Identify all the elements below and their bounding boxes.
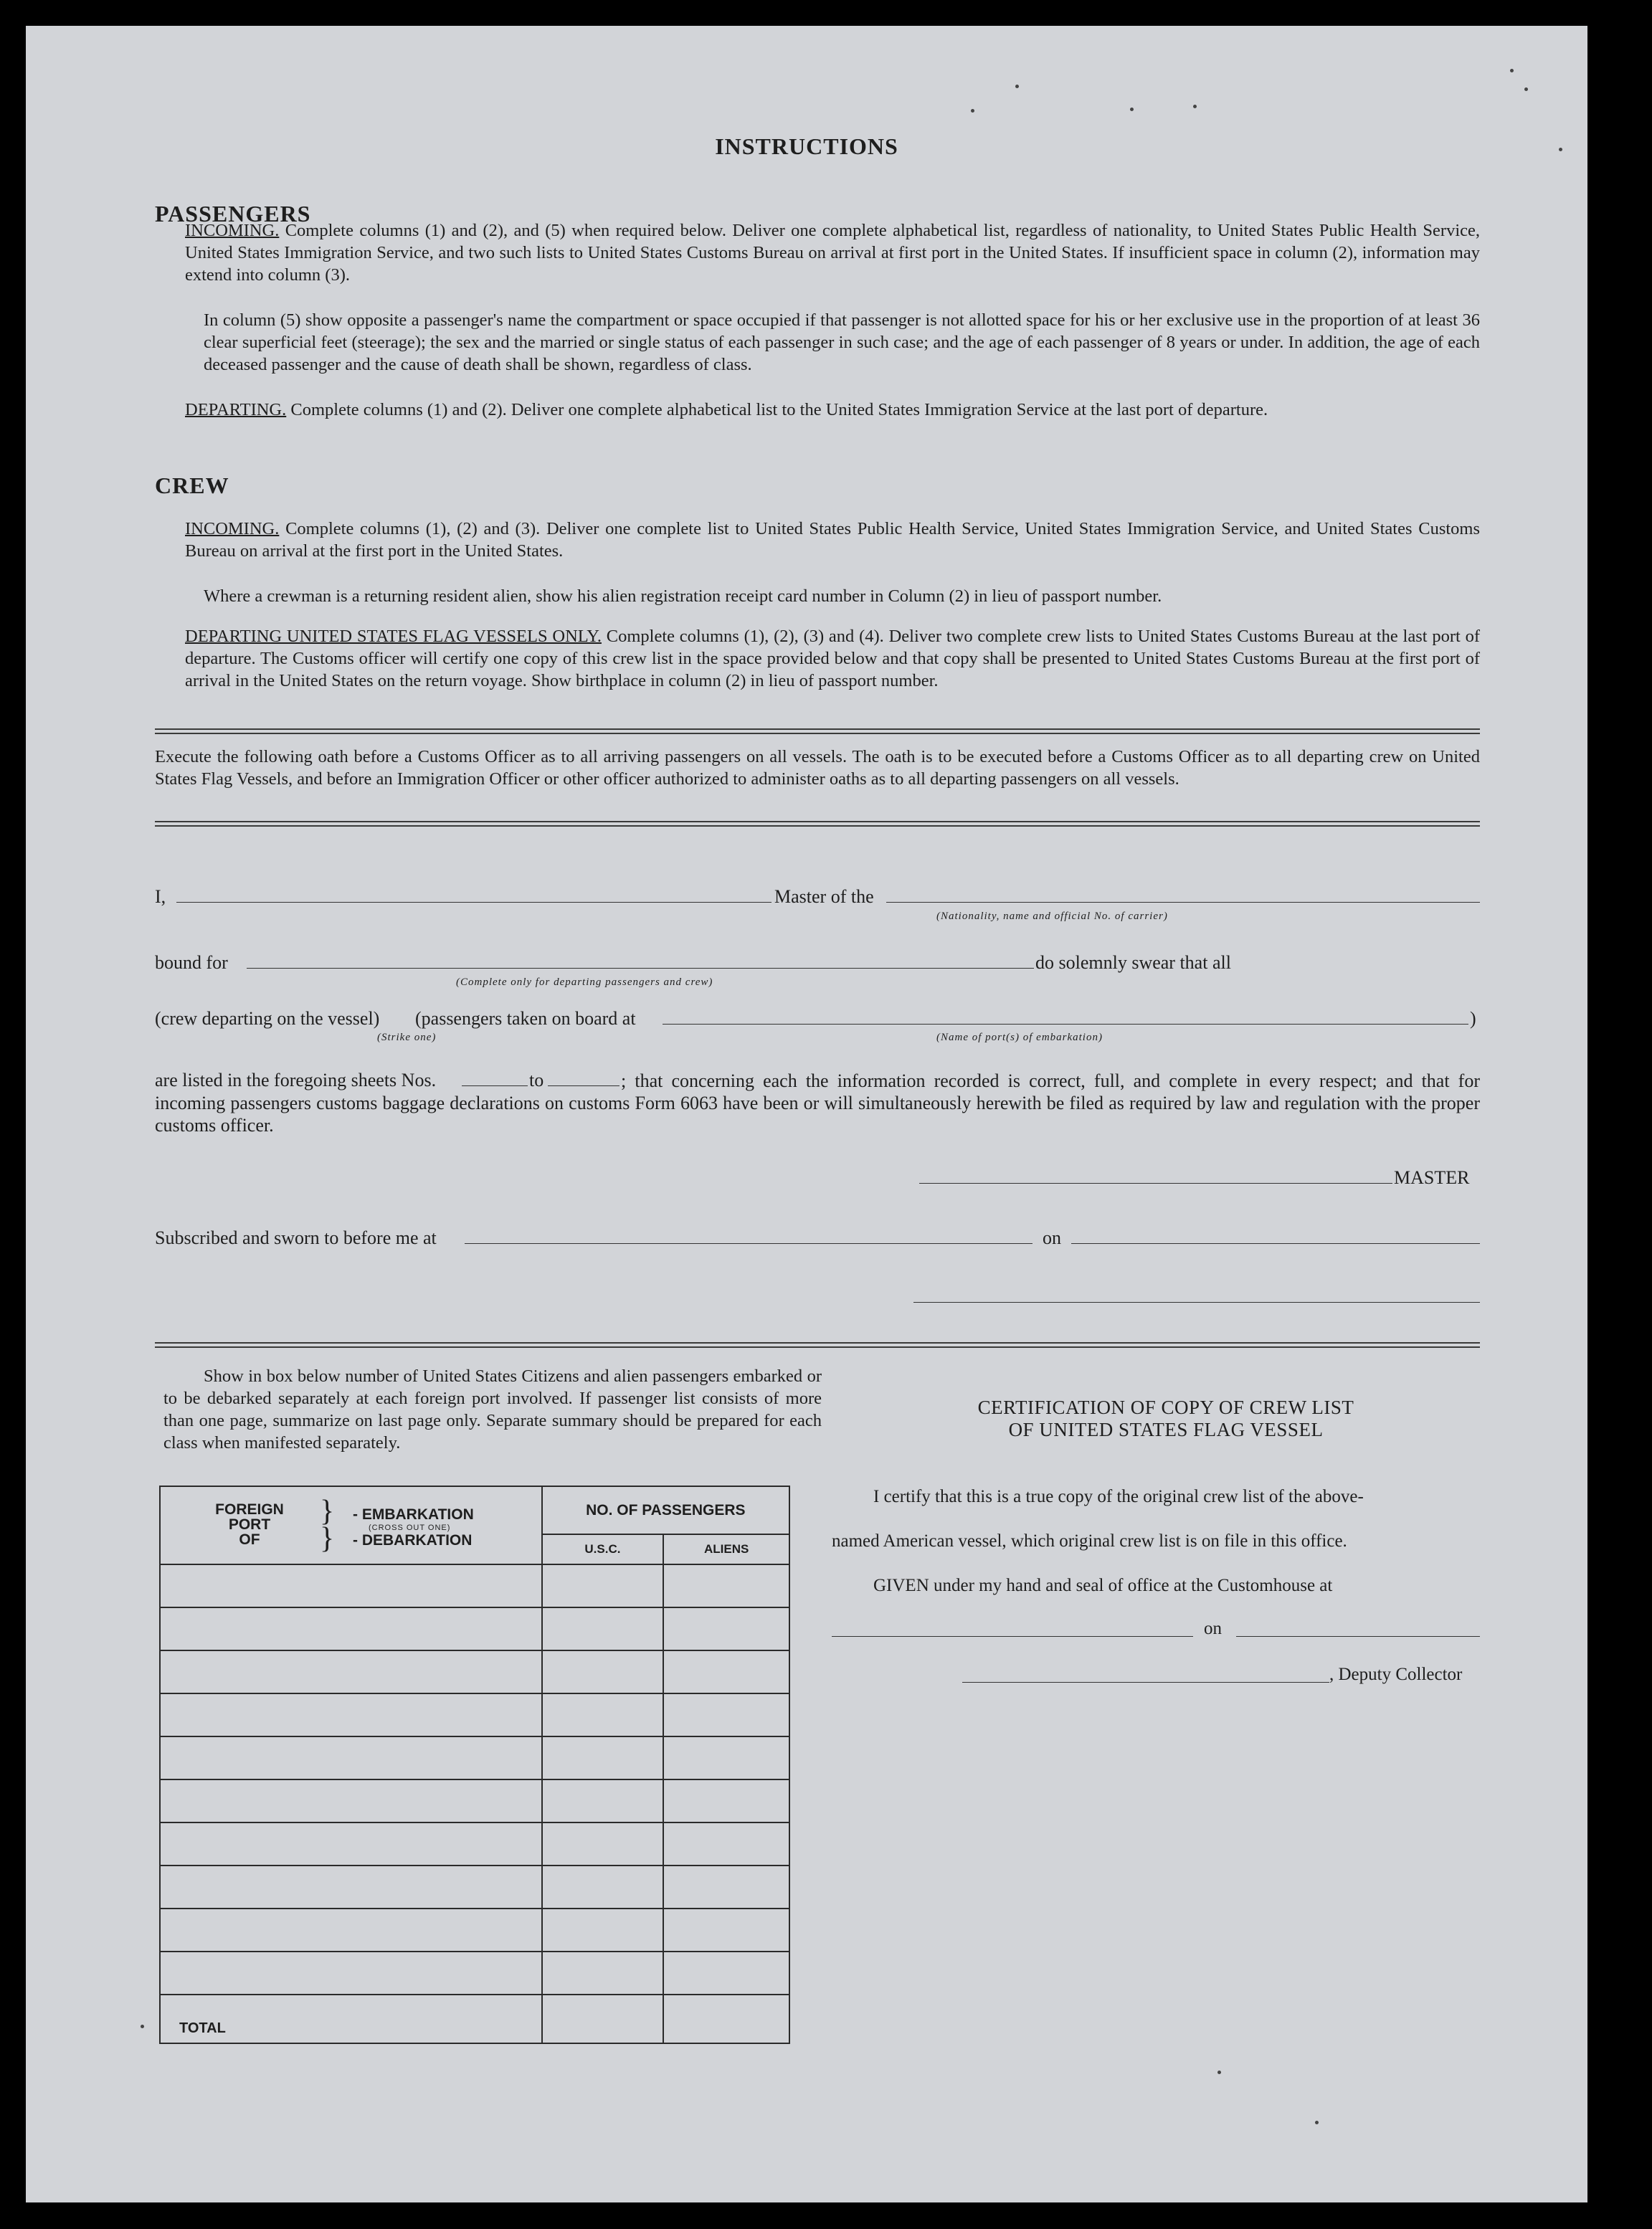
port-cell[interactable] — [160, 1822, 542, 1866]
ports-caption: (Name of port(s) of embarkation) — [936, 1032, 1103, 1043]
speck — [1559, 148, 1562, 151]
usc-cell[interactable] — [542, 1607, 664, 1650]
table-row — [160, 1822, 789, 1866]
usc-cell[interactable] — [542, 1736, 664, 1779]
aliens-cell[interactable] — [663, 1822, 789, 1866]
port-cell[interactable] — [160, 1736, 542, 1779]
crew-incoming-label: INCOMING. — [185, 519, 280, 538]
carrier-field[interactable] — [886, 902, 1480, 903]
speck — [1217, 2071, 1221, 2074]
aliens-cell[interactable] — [663, 1866, 789, 1909]
speck — [1193, 105, 1197, 108]
sworn-date-field[interactable] — [1071, 1243, 1480, 1244]
sworn-place-field[interactable] — [465, 1243, 1032, 1244]
carrier-caption: (Nationality, name and official No. of carrier) — [936, 911, 1168, 922]
total-label: TOTAL — [160, 1995, 542, 2043]
aliens-cell[interactable] — [663, 1952, 789, 1995]
strike-one-caption: (Strike one) — [377, 1032, 437, 1043]
port-cell[interactable] — [160, 1564, 542, 1607]
certification-on-label: on — [1204, 1619, 1222, 1638]
oath-i-label: I, — [155, 886, 166, 907]
debarkation-label[interactable]: - DEBARKATION — [353, 1531, 473, 1549]
crew-incoming-paragraph — [185, 518, 1480, 562]
speck — [1510, 69, 1514, 72]
divider-rule — [155, 1346, 1480, 1348]
divider-rule — [155, 821, 1480, 822]
bound-for-field[interactable] — [247, 968, 1034, 969]
table-row — [160, 1866, 789, 1909]
table-row — [160, 1909, 789, 1952]
divider-rule — [155, 728, 1480, 730]
port-cell[interactable] — [160, 1779, 542, 1822]
certification-heading-line2: OF UNITED STATES FLAG VESSEL — [1008, 1419, 1324, 1440]
table-row — [160, 1693, 789, 1736]
certification-heading-line1: CERTIFICATION OF COPY OF CREW LIST — [977, 1397, 1354, 1418]
aliens-total-cell[interactable] — [663, 1995, 789, 2043]
speck — [1130, 108, 1134, 111]
port-cell[interactable] — [160, 1909, 542, 1952]
summary-instruction: Show in box below number of United States Citizens and alien passengers embarked or to be debarked separately at each foreign port involved. If passenger list consists of more than one page, summarize on last page only. Separate summary should be prepared for each class when manifested separately. — [163, 1367, 822, 1453]
usc-cell[interactable] — [542, 1650, 664, 1693]
usc-cell[interactable] — [542, 1822, 664, 1866]
master-of-label: Master of the — [774, 886, 874, 907]
crew-departing-paragraph — [185, 625, 1480, 692]
form-sheet — [26, 26, 1587, 2202]
aliens-cell[interactable] — [663, 1693, 789, 1736]
deputy-collector-signature-field[interactable] — [962, 1682, 1329, 1683]
port-cell[interactable] — [160, 1693, 542, 1736]
cross-out-label: (CROSS OUT ONE) — [369, 1523, 451, 1532]
crew-departing-text: Complete columns (1), (2), (3) and (4). Deliver two complete crew lists to United States Customs Bureau at the last port of departure. The Customs officer will certify one copy of this crew list in the space provided below and that copy shall be presented to United States Customs Bureau at the first port of arrival in the United States on the return voyage. Show birthplace in column (2) in lieu of passport number. — [185, 627, 1480, 690]
aliens-cell[interactable] — [663, 1779, 789, 1822]
speck — [971, 109, 974, 113]
aliens-header: ALIENS — [663, 1534, 789, 1564]
table-row — [160, 1650, 789, 1693]
certification-date-field[interactable] — [1236, 1636, 1480, 1637]
passengers-departing-label: DEPARTING. — [185, 400, 287, 419]
listed-text: ; that concerning each the information recorded is correct, full, and complete in every respect; and that for incoming passengers customs baggage declarations on customs Form 6063 have been or will simultaneously herewith be filed as required by law and regulation with the proper customs officer. — [155, 1070, 1480, 1136]
port-label: PORT — [228, 1516, 271, 1533]
usc-cell[interactable] — [542, 1909, 664, 1952]
crew-resident-alien-paragraph: Where a crewman is a returning resident alien, show his alien registration receipt card number in Column (2) in lieu of passport number. — [204, 586, 1162, 606]
table-row — [160, 1995, 789, 2043]
listed-prefix: are listed in the foregoing sheets Nos. — [155, 1070, 437, 1090]
table-row — [160, 1564, 789, 1607]
aliens-cell[interactable] — [663, 1736, 789, 1779]
swear-text: do solemnly swear that all — [1035, 952, 1231, 973]
brace-icon: } } — [320, 1494, 335, 1555]
passengers-heading: PASSENGERS — [155, 201, 311, 227]
master-label: MASTER — [1394, 1167, 1470, 1188]
of-label: OF — [239, 1531, 260, 1548]
master-signature-field[interactable] — [919, 1183, 1392, 1184]
passengers-incoming-paragraph — [185, 219, 1480, 286]
divider-rule — [155, 825, 1480, 827]
to-label: to — [529, 1070, 544, 1090]
usc-header: U.S.C. — [542, 1534, 664, 1564]
bound-for-label: bound for — [155, 952, 228, 973]
certification-heading — [850, 1397, 1481, 1441]
speck — [141, 2025, 144, 2028]
sworn-on-label: on — [1043, 1227, 1061, 1248]
port-cell[interactable] — [160, 1650, 542, 1693]
foreign-label: FOREIGN — [215, 1501, 284, 1518]
usc-cell[interactable] — [542, 1564, 664, 1607]
certify-line1: I certify that this is a true copy of the original crew list of the above- — [873, 1487, 1364, 1506]
port-cell[interactable] — [160, 1607, 542, 1650]
divider-rule — [155, 1342, 1480, 1344]
usc-total-cell[interactable] — [542, 1995, 664, 2043]
port-cell[interactable] — [160, 1952, 542, 1995]
table-row — [160, 1952, 789, 1995]
subscribed-label: Subscribed and sworn to before me at — [155, 1227, 437, 1248]
customhouse-field[interactable] — [832, 1636, 1193, 1637]
passengers-column5-paragraph: In column (5) show opposite a passenger's name the compartment or space occupied if that passenger is not allotted space for his or her exclusive use in the proportion of at least 36 clear superficial feet (steerage); the sex and the married or single status of each passenger in such case; and the age of each passenger of 8 years or under. In addition, the age of each deceased passenger and the cause of death shall be shown, regardless of class. — [204, 310, 1480, 374]
usc-cell[interactable] — [542, 1952, 664, 1995]
passengers-departing-paragraph — [185, 399, 1480, 421]
passengers-incoming-text: Complete columns (1) and (2), and (5) when required below. Deliver one complete alphabetical list, regardless of nationality, to United States Public Health Service, United States Immigration Service, and two such lists to United States Customs Bureau on arrival at first port in the United States. If insufficient space in column (2), information may extend into column (3). — [185, 221, 1481, 285]
crew-departing-option[interactable]: (crew departing on the vessel) — [155, 1008, 380, 1029]
speck — [1315, 2121, 1319, 2124]
aliens-cell[interactable] — [663, 1909, 789, 1952]
officer-signature-field[interactable] — [913, 1302, 1480, 1303]
passengers-taken-option[interactable]: (passengers taken on board at — [415, 1008, 636, 1029]
aliens-cell[interactable] — [663, 1564, 789, 1607]
table-row — [160, 1607, 789, 1650]
table-row — [160, 1736, 789, 1779]
aliens-cell[interactable] — [663, 1607, 789, 1650]
passenger-summary-table — [159, 1486, 790, 2044]
usc-cell[interactable] — [542, 1693, 664, 1736]
speck — [1524, 87, 1528, 91]
passengers-incoming-label: INCOMING. — [185, 221, 280, 240]
oath-instruction-paragraph: Execute the following oath before a Customs Officer as to all arriving passengers on all vessels. The oath is to be executed before a Customs Officer as to all departing crew on United States Flag Vessels, and before an Immigration Officer or other officer authorized to administer oaths as to all departing passengers on all vessels. — [155, 747, 1480, 789]
embarkation-label[interactable]: - EMBARKATION — [353, 1506, 474, 1523]
speck — [1015, 85, 1019, 88]
given-line: GIVEN under my hand and seal of office at the Customhouse at — [873, 1576, 1333, 1595]
usc-cell[interactable] — [542, 1779, 664, 1822]
crew-departing-label: DEPARTING UNITED STATES FLAG VESSELS ONLY. — [185, 627, 602, 646]
master-name-field[interactable] — [176, 902, 772, 903]
crew-heading: CREW — [155, 472, 229, 498]
page-title: INSTRUCTIONS — [715, 133, 898, 159]
usc-cell[interactable] — [542, 1866, 664, 1909]
aliens-cell[interactable] — [663, 1650, 789, 1693]
close-paren: ) — [1470, 1008, 1476, 1029]
table-row — [160, 1779, 789, 1822]
deputy-collector-label: , Deputy Collector — [1329, 1665, 1463, 1684]
bound-for-caption: (Complete only for departing passengers and crew) — [456, 976, 713, 988]
foreign-port-header — [160, 1486, 542, 1564]
no-passengers-header: NO. OF PASSENGERS — [542, 1486, 789, 1534]
certify-line2: named American vessel, which original crew list is on file in this office. — [832, 1531, 1347, 1551]
embarkation-ports-field[interactable] — [663, 1024, 1468, 1025]
divider-rule — [155, 733, 1480, 734]
passengers-departing-text: Complete columns (1) and (2). Deliver one complete alphabetical list to the United States Immigration Service at the last port of departure. — [290, 400, 1268, 419]
port-cell[interactable] — [160, 1866, 542, 1909]
crew-incoming-text: Complete columns (1), (2) and (3). Deliver one complete list to United States Public Health Service, United States Immigration Service, and United States Customs Bureau on arrival at the first port in the United States. — [185, 519, 1480, 561]
